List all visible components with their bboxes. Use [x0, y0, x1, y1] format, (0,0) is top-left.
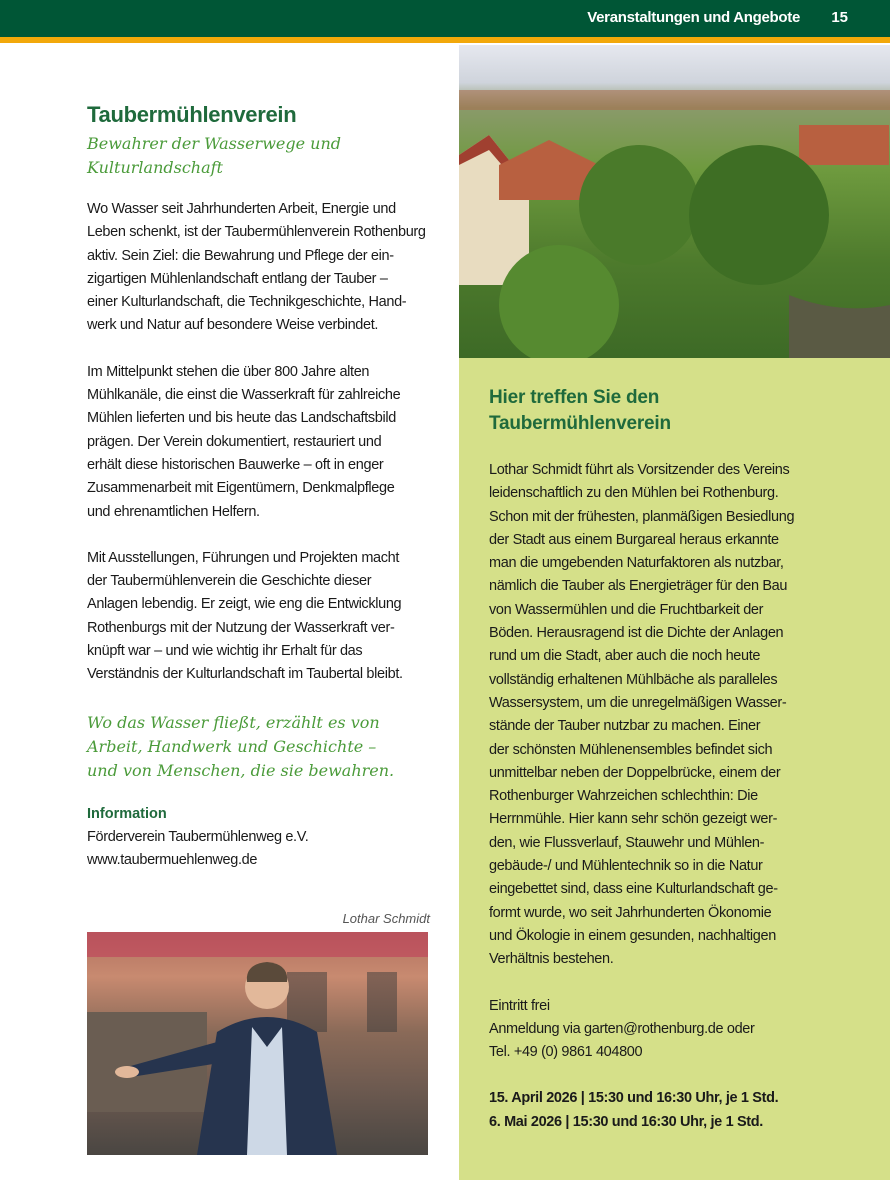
- text-line: Rothenburgs mit der Nutzung der Wasserkraft ver-: [87, 619, 395, 636]
- text-line: der schönsten Mühlenensembles befindet sich: [489, 741, 773, 758]
- panel-body: [489, 459, 879, 972]
- text-line: Kulturlandschaft: [87, 158, 223, 177]
- text-line: unmittelbar neben der Doppelbrücke, einem der: [489, 764, 781, 781]
- portrait-photo: [87, 932, 428, 1155]
- text-line: und Ökologie in einem gesunden, nachhaltigen: [489, 927, 776, 944]
- text-line: Herrnmühle. Hier kann sehr schön gezeigt wer-: [489, 811, 778, 828]
- accent-bar: [0, 37, 890, 43]
- paragraph-2: [87, 361, 437, 524]
- article-subtitle: [87, 132, 437, 180]
- article-title: Taubermühlenverein: [87, 102, 297, 127]
- text-line: Arbeit, Handwerk und Geschichte –: [87, 736, 377, 756]
- text-line: Förderverein Taubermühlenweg e.V.: [87, 828, 309, 845]
- text-line: aktiv. Sein Ziel: die Bewahrung und Pflege der ein-: [87, 247, 394, 264]
- information-heading: Information: [87, 805, 167, 822]
- text-line: Tel. +49 (0) 9861 404800: [489, 1044, 643, 1061]
- paragraph-1: [87, 198, 437, 338]
- text-line: Anmeldung via garten@rothenburg.de oder: [489, 1020, 755, 1037]
- text-line: nämlich die Tauber als Energieträger für den Bau: [489, 578, 788, 595]
- text-line: Mit Ausstellungen, Führungen und Projekten macht: [87, 549, 400, 566]
- contact-info[interactable]: [489, 995, 879, 1065]
- text-line: der Stadt aus einem Burgareal heraus erkannte: [489, 531, 779, 548]
- text-line: einer Kulturlandschaft, die Technikgeschichte, Hand-: [87, 294, 407, 311]
- text-line: Verhältnis bestehen.: [489, 951, 614, 968]
- page-number: 15: [831, 9, 848, 26]
- text-line: Mühlkanäle, die einst die Wasserkraft für zahlreiche: [87, 387, 401, 404]
- text-line: formt wurde, wo seit Jahrhunderten Ökonomie: [489, 904, 772, 921]
- header-band: [0, 0, 890, 37]
- text-line: Mühlen lieferten und bis heute das Landschaftsbild: [87, 410, 396, 427]
- text-line: Eintritt frei: [489, 997, 550, 1014]
- text-line: Im Mittelpunkt stehen die über 800 Jahre alten: [87, 363, 370, 380]
- text-line: Leben schenkt, ist der Taubermühlenverein Rothenburg: [87, 224, 426, 241]
- text-line: von Wassermühlen und die Fruchtbarkeit der: [489, 601, 764, 618]
- text-line: rund um die Stadt, aber auch die noch heute: [489, 648, 761, 665]
- paragraph-3: [87, 547, 437, 687]
- text-line: prägen. Der Verein dokumentiert, restauriert und: [87, 433, 382, 450]
- text-line: Schon mit der frühesten, planmäßigen Besiedlung: [489, 508, 795, 525]
- event-dates: [489, 1087, 879, 1134]
- text-line: Lothar Schmidt führt als Vorsitzender des Vereins: [489, 462, 790, 478]
- text-line: man die umgebenden Naturfaktoren als nutzbar,: [489, 555, 784, 572]
- text-line: vollständig erhaltenen Mühlbäche als paralleles: [489, 671, 778, 688]
- left-column: [87, 100, 437, 873]
- text-line: Wassersystem, um die unregelmäßigen Wasser-: [489, 694, 787, 711]
- text-line: 15. April 2026 | 15:30 und 16:30 Uhr, je 1 Std.: [489, 1090, 779, 1107]
- portrait-illustration: [87, 932, 428, 1155]
- text-line: werk und Natur auf besondere Weise verbindet.: [87, 317, 379, 334]
- information-lines[interactable]: [87, 826, 437, 873]
- text-line: den, wie Flussverlauf, Stauwehr und Mühlen-: [489, 834, 765, 851]
- text-line: leidenschaftlich zu den Mühlen bei Rothenburg.: [489, 485, 779, 502]
- photo-caption: Lothar Schmidt: [342, 911, 430, 926]
- text-line: und ehrenamtlichen Helfern.: [87, 503, 260, 520]
- information-block: [87, 803, 437, 873]
- text-line: Verständnis der Kulturlandschaft im Taubertal bleibt.: [87, 666, 403, 683]
- text-line: Taubermühlenverein: [489, 413, 671, 434]
- text-line: Wo das Wasser fließt, erzählt es von: [87, 712, 380, 732]
- panel-content: [489, 385, 879, 1134]
- text-line: Rothenburger Wahrzeichen schlechthin: Die: [489, 788, 758, 805]
- text-line: erhält diese historischen Bauwerke – oft in enger: [87, 456, 384, 473]
- text-line: zigartigen Mühlenlandschaft entlang der Tauber –: [87, 270, 388, 287]
- text-line: www.taubermuehlenweg.de: [87, 852, 258, 869]
- section-title: Veranstaltungen und Angebote: [587, 9, 800, 26]
- quote: [87, 711, 437, 783]
- text-line: knüpft war – und wie wichtig ihr Erhalt für das: [87, 643, 363, 660]
- text-line: Zusammenarbeit mit Eigentümern, Denkmalpflege: [87, 480, 395, 497]
- text-line: Hier treffen Sie den: [489, 387, 660, 408]
- text-line: gebäude-/ und Mühlentechnik so in die Natur: [489, 858, 763, 875]
- text-line: der Taubermühlenverein die Geschichte dieser: [87, 573, 372, 590]
- text-line: Anlagen lebendig. Er zeigt, wie eng die Entwicklung: [87, 596, 402, 613]
- text-line: Böden. Herausragend ist die Dichte der Anlagen: [489, 625, 784, 642]
- text-line: und von Menschen, die sie bewahren.: [87, 760, 395, 780]
- panel-title: [489, 385, 879, 437]
- text-line: 6. Mai 2026 | 15:30 und 16:30 Uhr, je 1 Std.: [489, 1113, 763, 1130]
- text-line: eingebettet sind, dass eine Kulturlandschaft ge-: [489, 881, 778, 898]
- landscape-illustration: [459, 45, 890, 358]
- text-line: stände der Tauber nutzbar zu machen. Einer: [489, 718, 761, 735]
- text-line: Wo Wasser seit Jahrhunderten Arbeit, Energie und: [87, 201, 396, 217]
- text-line: Bewahrer der Wasserwege und: [87, 134, 342, 153]
- landscape-photo: [459, 45, 890, 358]
